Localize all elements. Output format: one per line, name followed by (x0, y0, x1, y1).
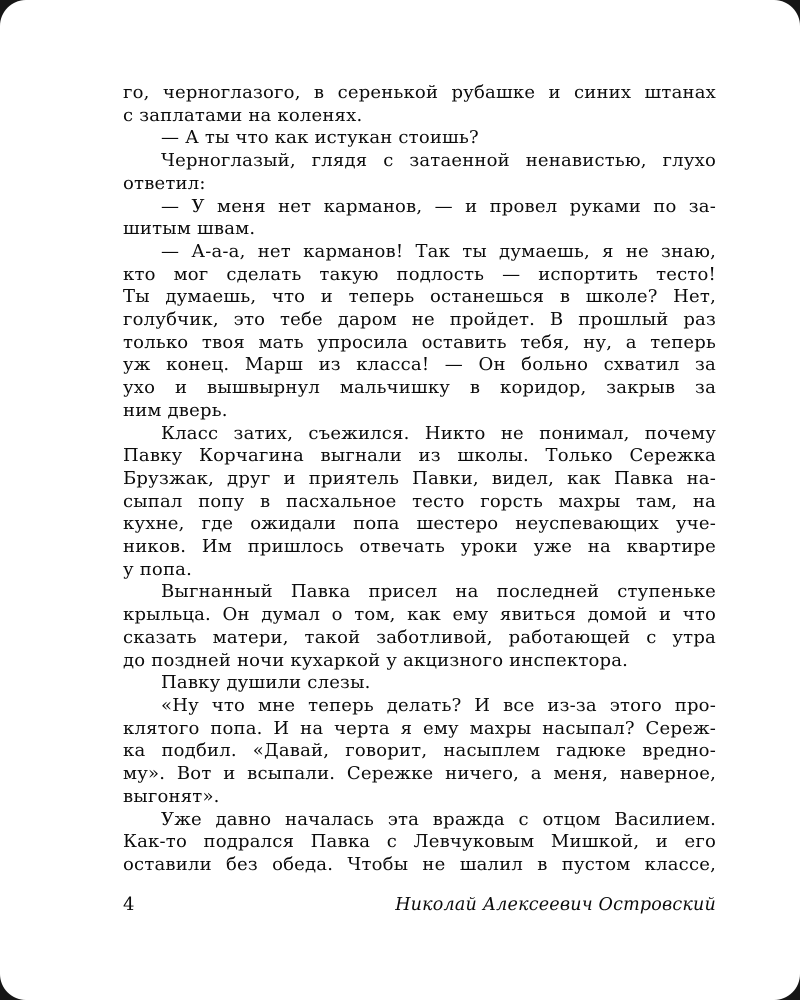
text-line: оставили без обеда. Чтобы не шалил в пустом классе, (123, 853, 716, 875)
text-line: Павку душили слезы. (161, 672, 371, 694)
body-text (123, 82, 716, 877)
text-line: Павку Корчагина выгнали из школы. Только Сережка (123, 445, 716, 467)
text-line: Выгнанный Павка присел на последней ступеньке (161, 581, 716, 603)
text-line: шитым швам. (123, 218, 256, 240)
text-line: кухне, где ожидали попа шестеро неуспевающих уче- (123, 513, 716, 535)
text-line: Брузжак, друг и приятель Павки, видел, как Павка на- (123, 467, 716, 489)
text-line: го, черноглазого, в серенькой рубашке и синих штанах (123, 82, 716, 103)
text-line: сыпал попу в пасхальное тесто горсть махры там, на (123, 490, 716, 512)
text-line: Уже давно началась эта вражда с отцом Василием. (161, 808, 716, 830)
text-line: Как-то подрался Павка с Левчуковым Мишкой, и его (123, 831, 716, 853)
text-line: Черноглазый, глядя с затаенной ненавистью, глухо (161, 150, 716, 172)
text-line: кто мог сделать такую подлость — испортить тесто! (123, 263, 716, 285)
text-line: сказать матери, такой заботливой, работающей с утра (123, 626, 716, 648)
page-number: 4 (123, 894, 135, 915)
text-line: выгонят». (123, 785, 220, 807)
text-line: «Ну что мне теперь делать? И все из-за этого про- (161, 694, 716, 716)
text-line: голубчик, это тебе даром не пройдет. В прошлый раз (123, 309, 716, 331)
text-line: Класс затих, съежился. Никто не понимал, почему (161, 422, 716, 444)
text-line: уж конец. Марш из класса! — Он больно схватил за (123, 354, 716, 376)
text-line: — А ты что как истукан стоишь? (161, 127, 479, 149)
text-line: с заплатами на коленях. (123, 104, 363, 126)
running-title-author: Николай Алексеевич Островский (395, 895, 716, 915)
text-line: ка подбил. «Давай, говорит, насыплем гадюке вредно- (123, 740, 716, 762)
text-line: — А-а-а, нет карманов! Так ты думаешь, я не знаю, (161, 240, 716, 262)
text-line: ответил: (123, 172, 206, 194)
text-line: у попа. (123, 558, 192, 580)
text-line: — У меня нет карманов, — и провел руками по за- (161, 195, 716, 217)
page-footer (123, 894, 716, 915)
text-line: ников. Им пришлось отвечать уроки уже на квартире (123, 536, 716, 558)
text-line: ухо и вышвырнул мальчишку в коридор, закрыв за (123, 377, 716, 399)
text-line: крыльца. Он думал о том, как ему явиться домой и что (123, 604, 716, 626)
text-line: до поздней ночи кухаркой у акцизного инспектора. (123, 649, 629, 671)
text-line: клятого попа. И на черта я ему махры насыпал? Сереж- (123, 717, 716, 739)
text-line: ним дверь. (123, 399, 228, 421)
text-line: только твоя мать упросила оставить тебя, ну, а теперь (123, 331, 716, 353)
text-line: Ты думаешь, что и теперь останешься в школе? Нет, (123, 286, 716, 308)
text-line: му». Вот и всыпали. Сережке ничего, а меня, наверное, (123, 763, 716, 785)
